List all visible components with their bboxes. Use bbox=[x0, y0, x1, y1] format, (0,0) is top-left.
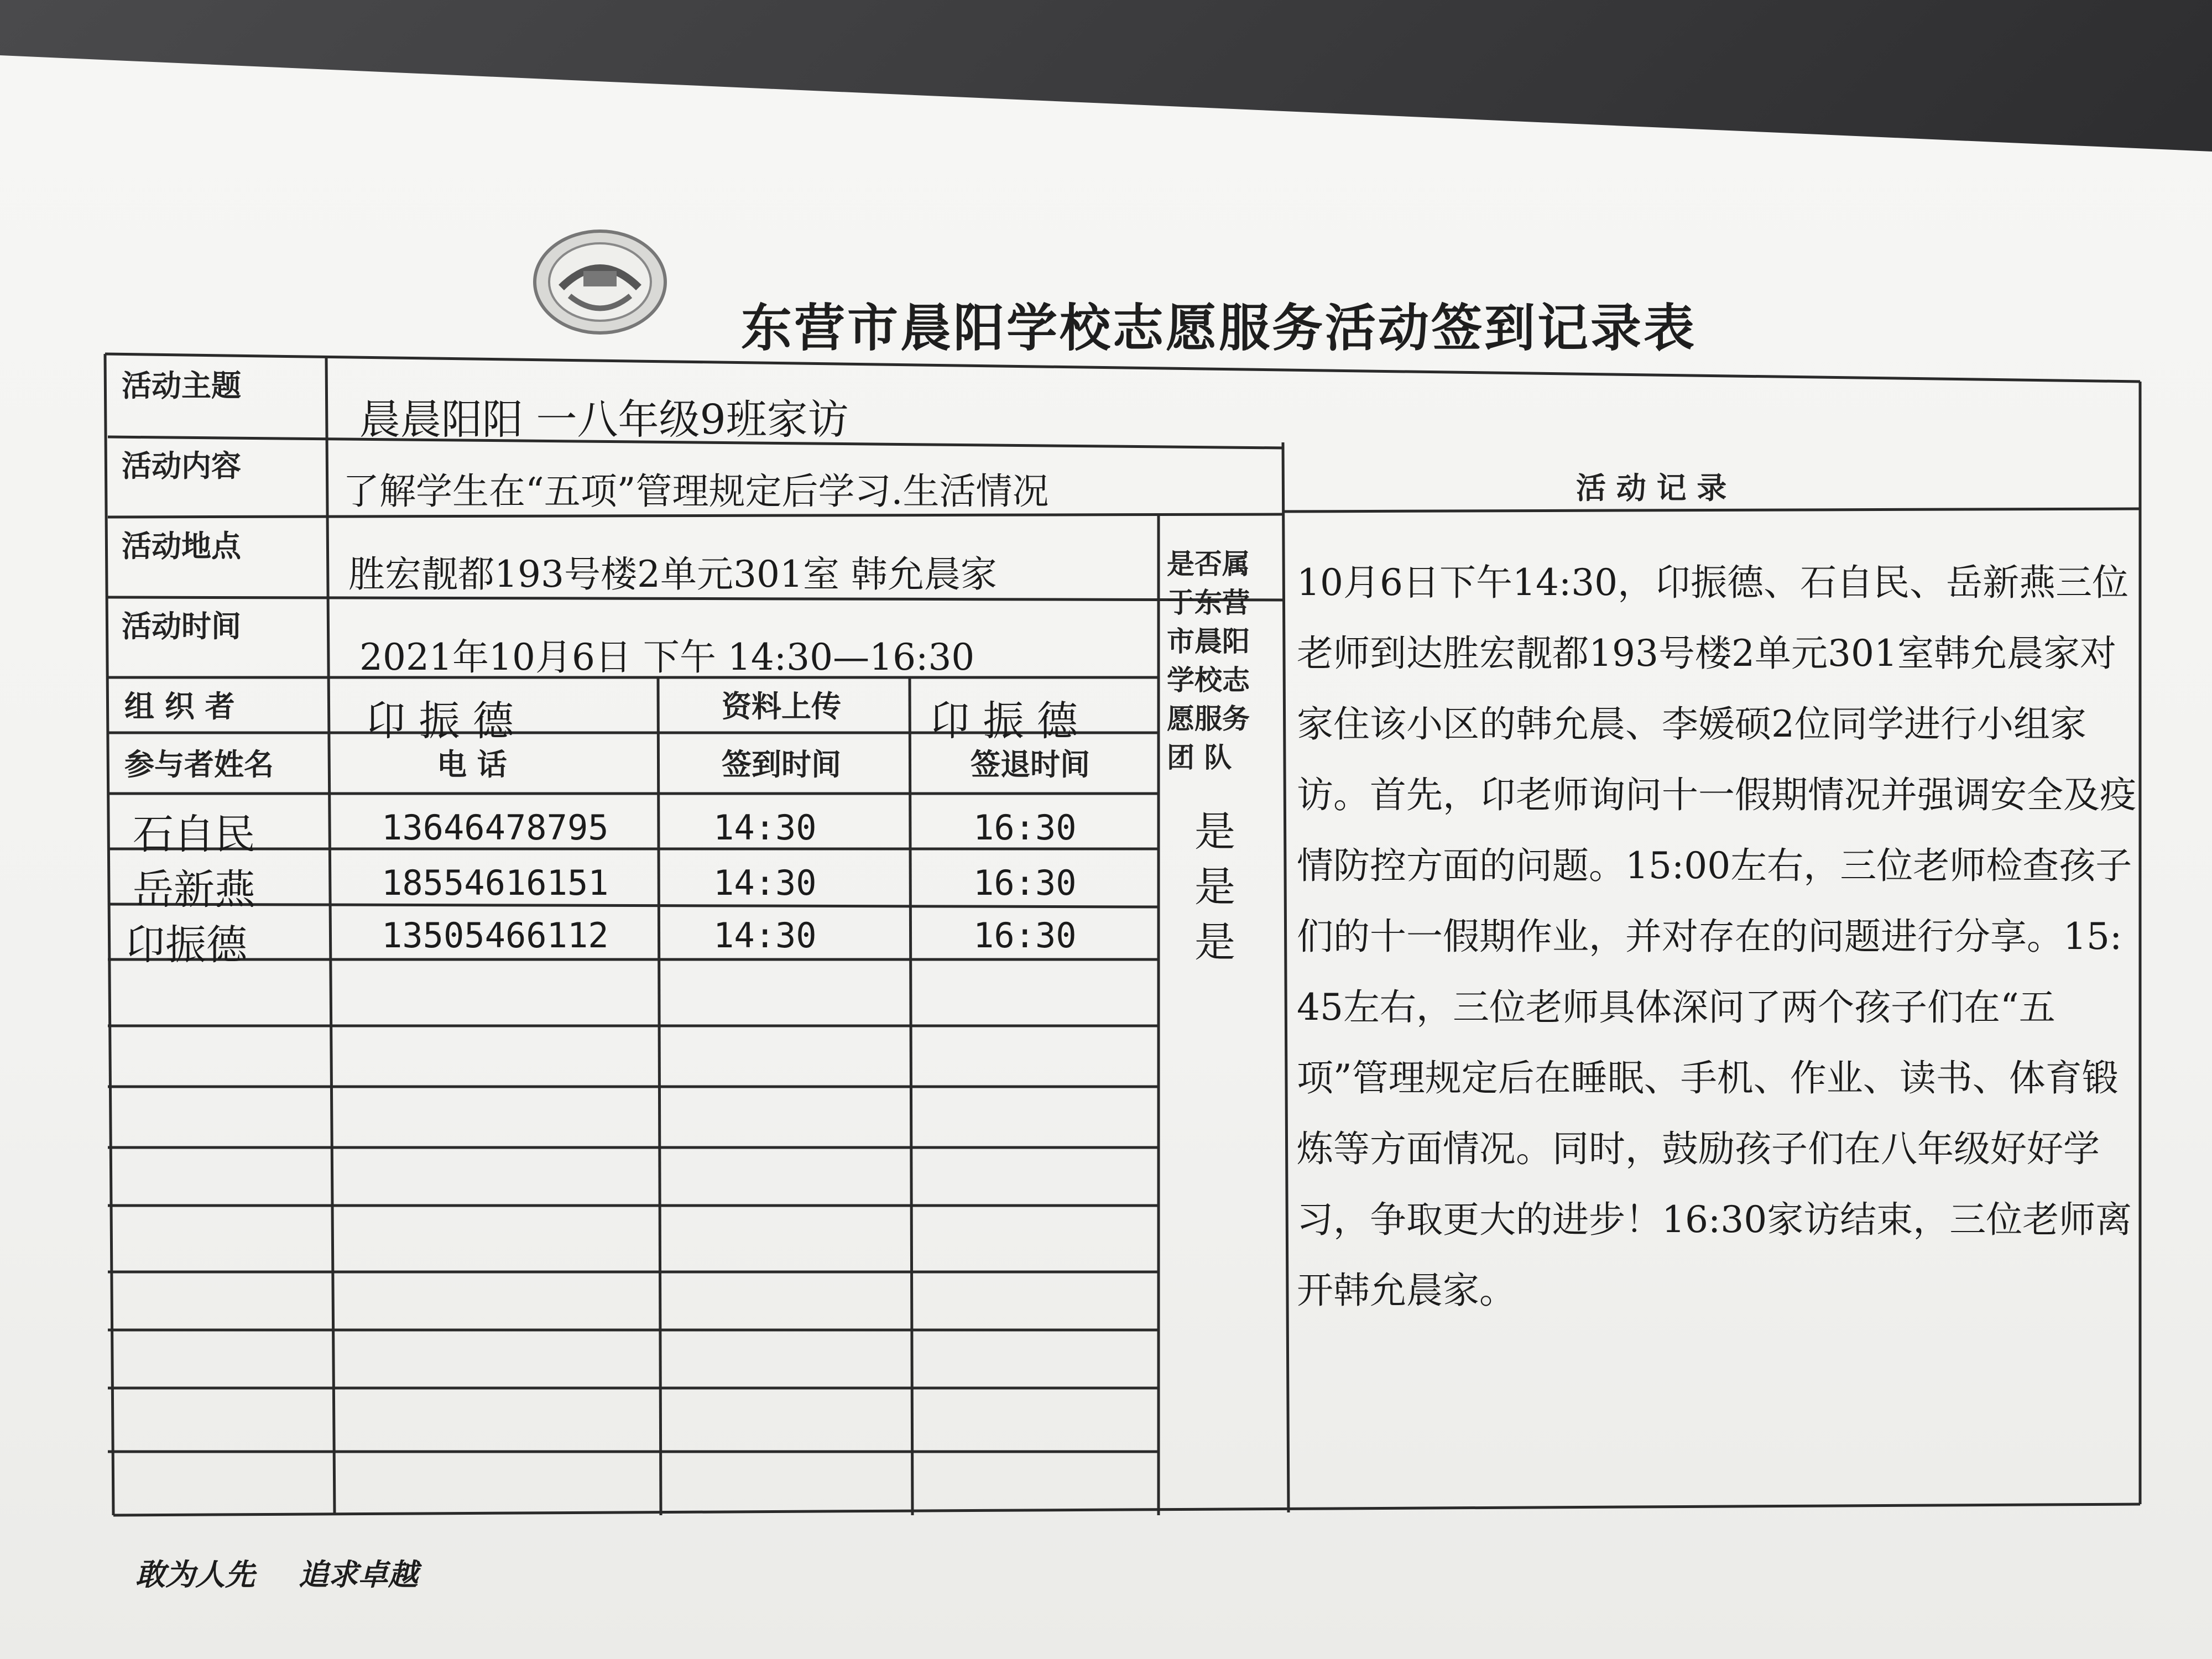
form-title: 东营市晨阳学校志愿服务活动签到记录表 bbox=[741, 299, 1697, 358]
label-theme: 活动主题 bbox=[122, 368, 241, 403]
participant-name: 岳新燕 bbox=[133, 866, 255, 914]
label-phone: 电 话 bbox=[437, 747, 507, 782]
footer-motto bbox=[135, 1551, 451, 1594]
label-record-header: 活 动 记 录 bbox=[1576, 471, 1727, 505]
participant-member: 是 bbox=[1194, 863, 1235, 911]
participant-member: 是 bbox=[1194, 919, 1235, 966]
label-is-member: 是否属于东营市晨阳学校志愿服务团 队 bbox=[1167, 548, 1250, 774]
participant-name: 卬振德 bbox=[124, 921, 247, 969]
label-upload: 资料上传 bbox=[722, 689, 841, 724]
value-upload: 卬 振 德 bbox=[929, 697, 1078, 745]
participant-signin: 14:30 bbox=[713, 863, 817, 903]
value-location: 胜宏靓都193号楼2单元301室 韩允晨家 bbox=[348, 553, 997, 596]
participant-signout: 16:30 bbox=[973, 863, 1077, 903]
participant-name: 石自民 bbox=[133, 811, 255, 858]
label-content: 活动内容 bbox=[122, 448, 241, 483]
participant-signout: 16:30 bbox=[973, 915, 1077, 956]
label-participant: 参与者姓名 bbox=[124, 747, 274, 782]
participant-phone: 13505466112 bbox=[382, 915, 609, 956]
motto-part: 敢为人先 bbox=[135, 1557, 255, 1592]
label-signin: 签到时间 bbox=[722, 747, 841, 782]
participant-signin: 14:30 bbox=[713, 807, 817, 848]
value-time: 2021年10月6日 下午 14:30—16:30 bbox=[359, 636, 975, 679]
value-theme: 晨晨阳阳 一八年级9班家访 bbox=[359, 396, 849, 444]
participant-phone: 13646478795 bbox=[382, 807, 609, 848]
label-signout: 签退时间 bbox=[971, 747, 1090, 782]
participant-phone: 18554616151 bbox=[382, 863, 609, 903]
label-location: 活动地点 bbox=[122, 529, 241, 564]
participant-signin: 14:30 bbox=[713, 915, 817, 956]
label-organizer: 组 织 者 bbox=[124, 689, 235, 724]
participant-member: 是 bbox=[1194, 808, 1235, 855]
label-time: 活动时间 bbox=[122, 609, 241, 644]
participant-signout: 16:30 bbox=[973, 807, 1077, 848]
value-organizer: 卬 振 德 bbox=[365, 697, 514, 745]
motto-part: 追求卓越 bbox=[298, 1557, 418, 1592]
value-content: 了解学生在“五项”管理规定后学习.生活情况 bbox=[343, 470, 1049, 513]
activity-record-text: 10月6日下午14:30，卬振德、石自民、岳新燕三位老师到达胜宏靓都193号楼2单元301室韩允晨家对家住该小区的韩允晨、李媛硕2位同学进行小组家访。首先，卬老师询问十一假期情况并强调安全及疫情防控方面的问题。15:00左右，三位老师检查孩子们的十一假期作业，并对存在的问题进行分享。15:45左右，三位老师具体深问了两个孩子们在“五项”管理规定后在睡眠、手机、作业、读书、体育锻炼等方面情况。同时，鼓励孩子们在八年级好好学习，争取更大的进步！16:30家访结束，三位老师离开韩允晨家。 bbox=[1297, 561, 2136, 1312]
